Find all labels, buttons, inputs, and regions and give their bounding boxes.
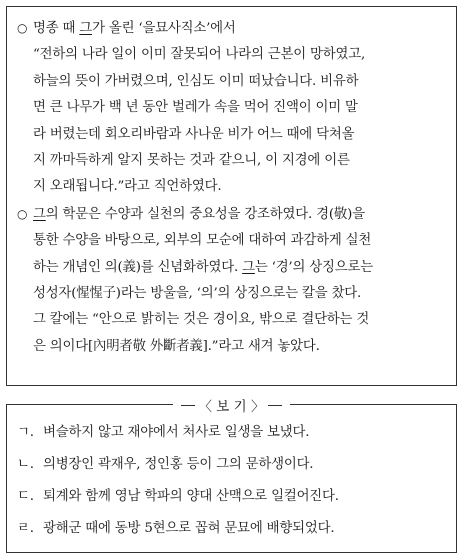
paragraph-2 bbox=[17, 201, 444, 360]
passage-line: “전하의 나라 일이 이미 잘못되어 나라의 근본이 망하였고, bbox=[33, 47, 366, 63]
underlined-pronoun: 그 bbox=[242, 259, 255, 275]
paragraph-1 bbox=[17, 15, 444, 201]
passage-line: 지 까마득하게 알지 못하는 것과 같으니, 이 지경에 이른 bbox=[33, 153, 350, 169]
underlined-pronoun: 그 bbox=[33, 206, 46, 222]
passage-line: 라 버렸는데 회오리바람과 사나운 비가 어느 때에 닥쳐올 bbox=[33, 126, 355, 142]
option-mark: ㄷ. bbox=[17, 489, 34, 504]
bogi-box bbox=[6, 399, 457, 553]
passage-box bbox=[6, 6, 457, 386]
option-text: 벼슬하지 않고 재야에서 처사로 일생을 보냈다. bbox=[43, 425, 310, 440]
option-mark: ㄴ. bbox=[17, 457, 34, 472]
passage-line: 지 오래됩니다.”라고 직언하였다. bbox=[33, 179, 222, 195]
option-mark: ㄱ. bbox=[17, 425, 34, 440]
bogi-option bbox=[17, 481, 444, 513]
passage-line: 그 칼에는 “안으로 밝히는 것은 경이요, 밖으로 결단하는 것 bbox=[33, 312, 370, 328]
underlined-pronoun: 그 bbox=[79, 21, 93, 36]
title-rule-right bbox=[268, 405, 282, 406]
option-text: 의병장인 곽재우, 정인홍 등이 그의 문하생이다. bbox=[43, 457, 314, 472]
option-mark: ㄹ. bbox=[17, 521, 34, 536]
title-rule-left bbox=[181, 405, 195, 406]
passage-line: 면 큰 나무가 백 년 동안 벌레가 속을 먹어 진액이 이미 말 bbox=[33, 100, 358, 116]
option-text: 퇴계와 함께 영남 학파의 양대 산맥으로 일컬어진다. bbox=[43, 489, 339, 504]
bogi-option bbox=[17, 513, 444, 545]
bogi-option bbox=[17, 417, 444, 449]
passage-line: 성성자(惺惺子)라는 방울을, ‘의’의 상징으로는 칼을 찼다. bbox=[33, 286, 362, 302]
passage-line: 은 의이다[內明者敬 外斷者義].”라고 새겨 놓았다. bbox=[33, 338, 320, 354]
passage-line: 하는 개념인 의(義)를 신념화하였다. 그는 ‘경’의 상징으로는 bbox=[33, 259, 373, 275]
bullet-circle: ○ bbox=[17, 206, 28, 221]
passage-line: ○ 명종 때 그가 올린 ‘을묘사직소’에서 bbox=[17, 15, 444, 42]
passage-line: ○ 그의 학문은 수양과 실천의 중요성을 강조하였다. 경(敬)을 bbox=[17, 201, 444, 228]
passage-line: 통한 수양을 바탕으로, 외부의 모순에 대하여 과감하게 실천 bbox=[33, 233, 372, 249]
passage-line: 하늘의 뜻이 가버렸으며, 인심도 이미 떠났습니다. 비유하 bbox=[33, 73, 359, 89]
bullet-circle: ○ bbox=[17, 21, 28, 35]
bogi-title: 〈 보 기 〉 bbox=[173, 395, 291, 415]
option-text: 광해군 때에 동방 5현으로 꼽혀 문묘에 배향되었다. bbox=[43, 521, 335, 536]
bogi-option bbox=[17, 449, 444, 481]
